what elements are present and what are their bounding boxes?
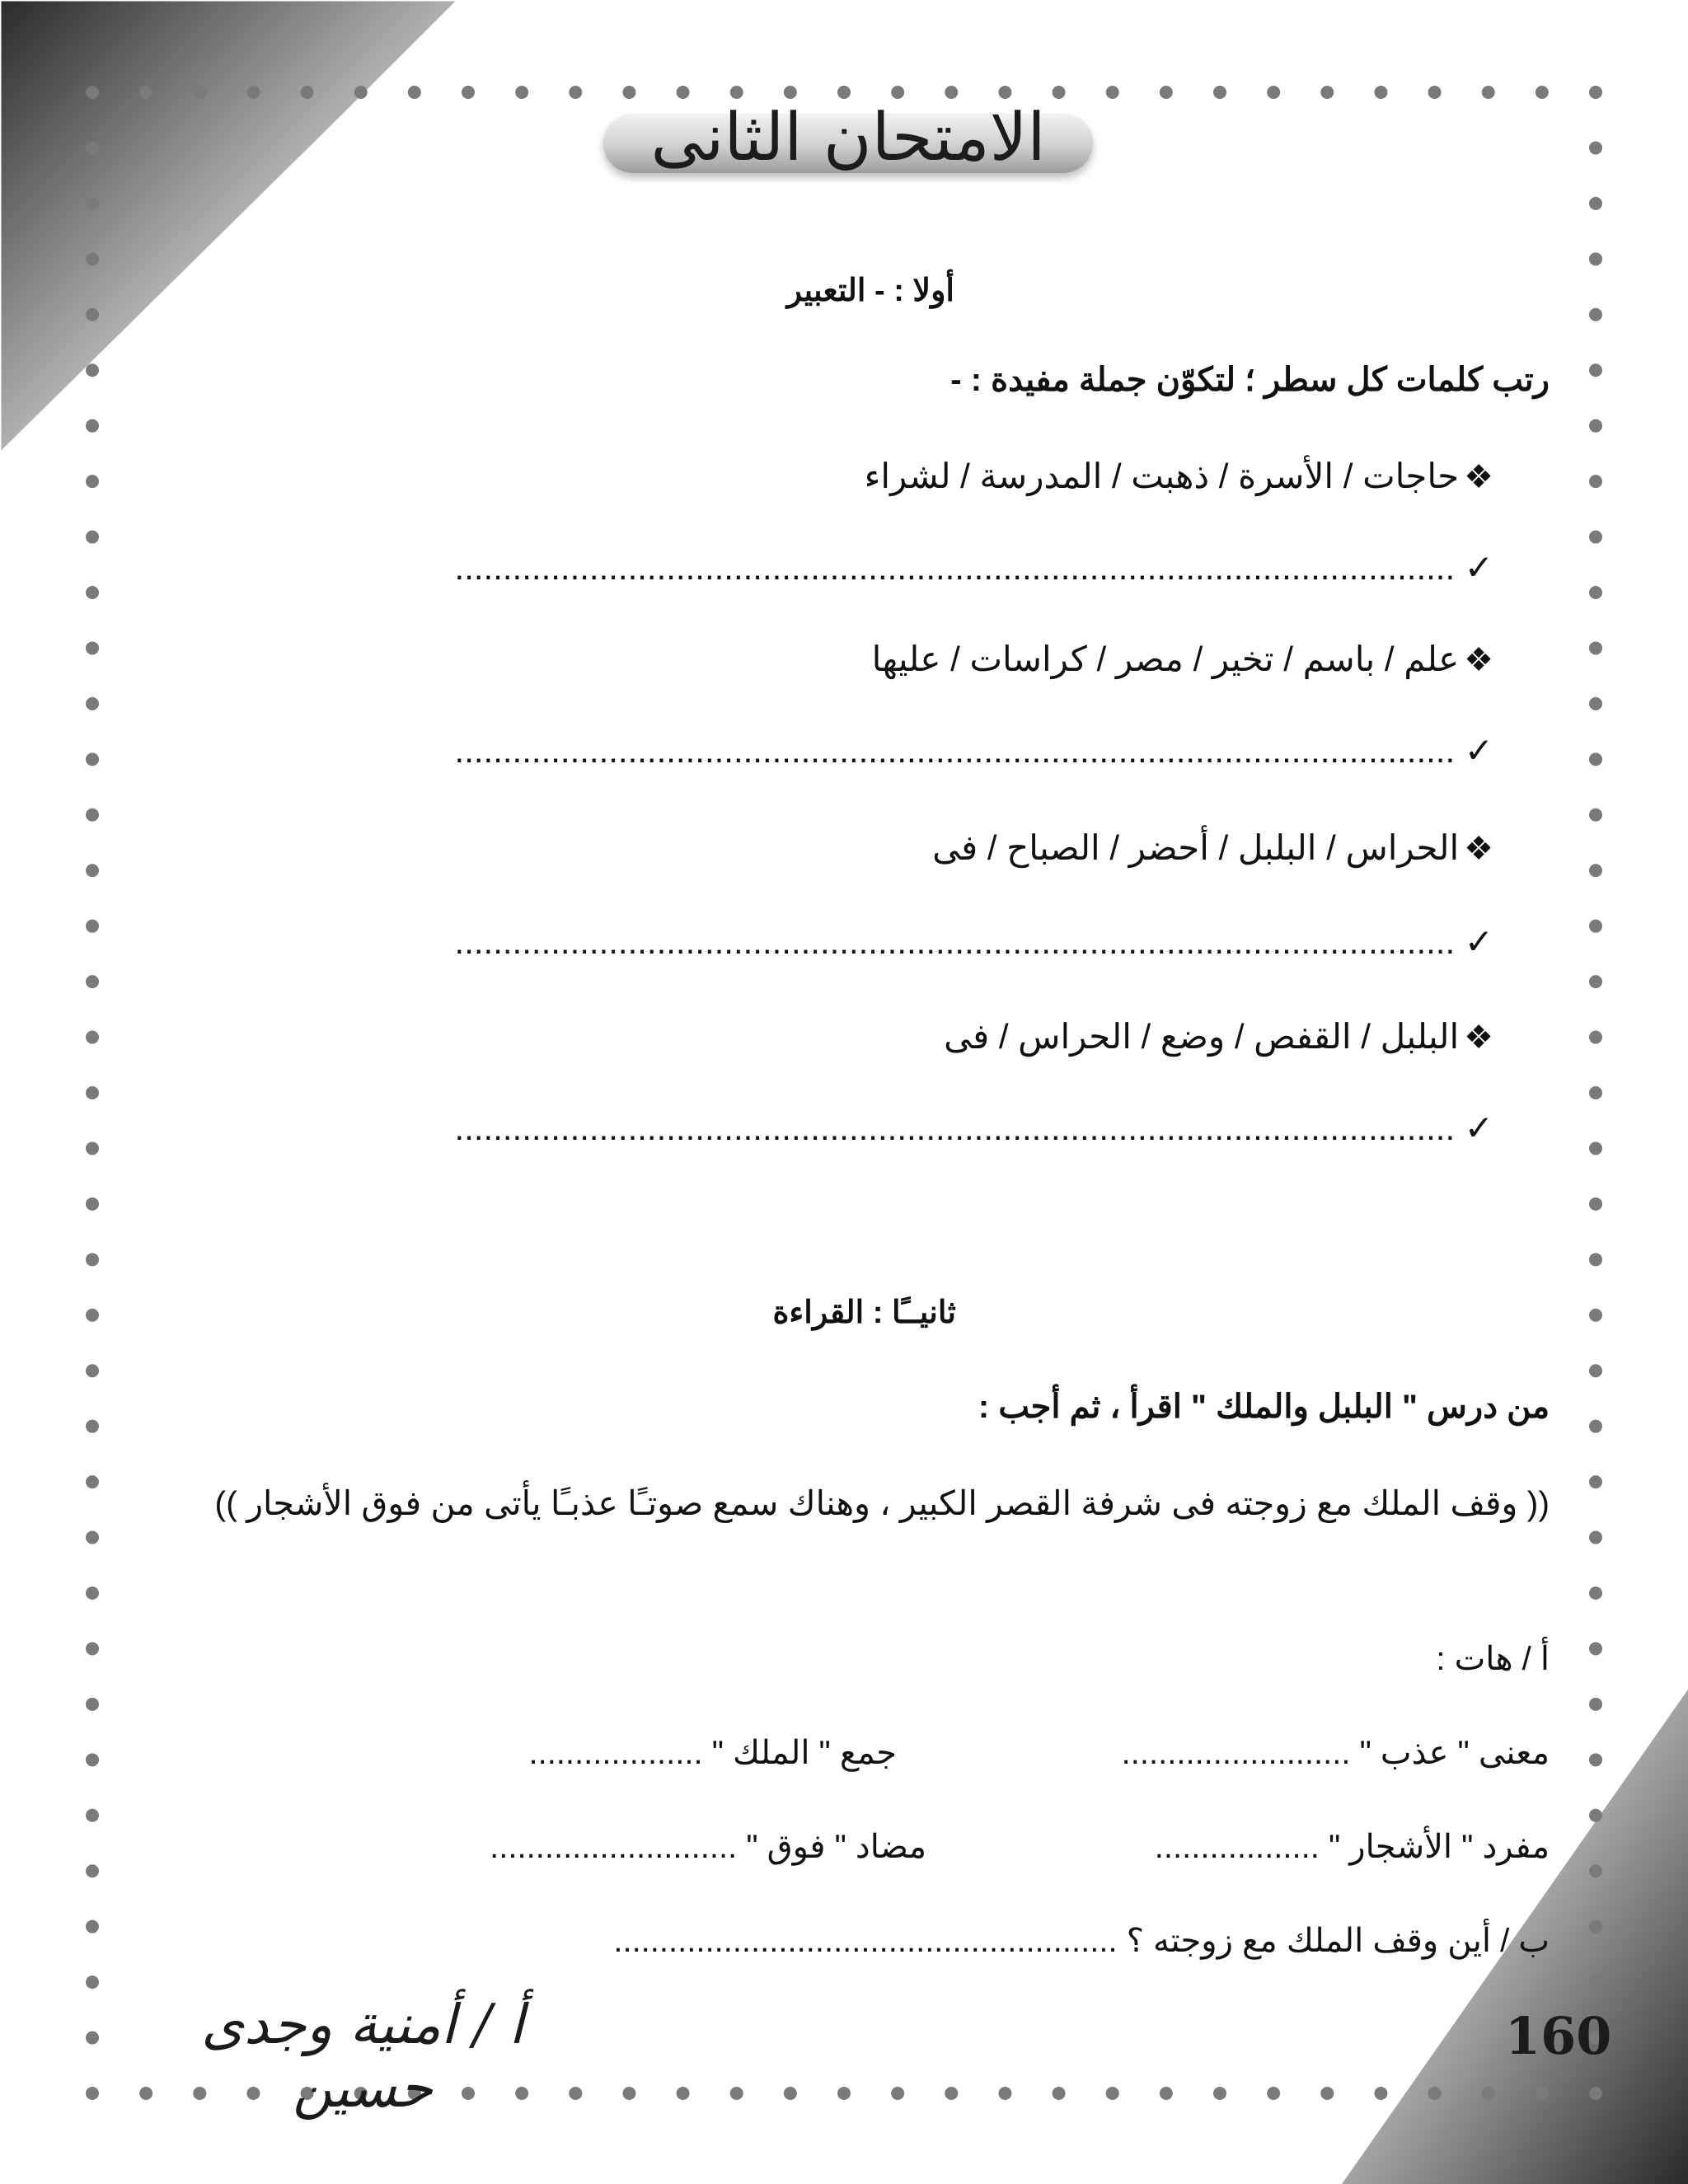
border-dot — [1589, 86, 1602, 99]
border-dot — [1106, 2087, 1119, 2100]
border-dot — [1589, 363, 1602, 377]
border-dot — [837, 2087, 851, 2100]
section-2-heading: ثانيــًا : القراءة — [772, 1296, 956, 1330]
border-dot — [569, 86, 582, 99]
border-dot — [86, 252, 99, 265]
border-dot — [1053, 2087, 1066, 2100]
part-b-question[interactable]: ب / أين وقف الملك مع زوجته ؟ ....................................................... — [613, 1923, 1550, 1959]
border-dot — [1320, 86, 1334, 99]
diamond-bullet-icon: ❖ — [1464, 831, 1493, 867]
border-dot — [86, 1141, 99, 1155]
scramble-item-1 — [865, 456, 1493, 496]
check-icon: ✓ — [1464, 548, 1493, 587]
border-dot — [86, 2032, 99, 2045]
scramble-item-text: البلبل / القفص / وضع / الحراس / فى — [944, 1017, 1460, 1056]
border-dot — [86, 586, 99, 599]
answer-dots: ........................................................................................................ — [454, 922, 1456, 961]
border-dot — [86, 363, 99, 377]
border-dot — [1374, 2087, 1387, 2100]
border-dot — [86, 1698, 99, 1711]
answer-dots: ........................................................................................................ — [454, 731, 1456, 770]
border-dot — [193, 86, 206, 99]
border-dot — [1589, 1586, 1602, 1600]
question-singular[interactable]: مفرد " الأشجار " .................. — [1154, 1829, 1550, 1865]
border-dot — [1428, 2087, 1442, 2100]
border-dot — [86, 641, 99, 654]
border-dot — [515, 86, 528, 99]
border-dot — [246, 86, 260, 99]
check-icon: ✓ — [1464, 1108, 1493, 1147]
border-dot — [1589, 1809, 1602, 1822]
border-dot — [86, 1031, 99, 1044]
border-dot — [1589, 975, 1602, 988]
border-dot — [1589, 1031, 1602, 1044]
border-dot — [1482, 86, 1495, 99]
border-dot — [86, 86, 99, 99]
border-dot — [86, 1309, 99, 1322]
border-dot — [86, 1753, 99, 1766]
question-meaning[interactable]: معنى " عذب " ......................... — [1121, 1735, 1550, 1771]
answer-dots: ........................................................................................................ — [454, 1108, 1456, 1147]
border-dot — [86, 1809, 99, 1822]
border-dot — [86, 531, 99, 544]
border-dot — [1589, 141, 1602, 154]
border-dot — [1374, 86, 1387, 99]
border-dot — [1589, 1309, 1602, 1322]
border-dot — [86, 1864, 99, 1877]
diamond-bullet-icon: ❖ — [1464, 1019, 1493, 1056]
border-dot — [86, 1197, 99, 1211]
question-opposite[interactable]: مضاد " فوق " ........................... — [490, 1829, 926, 1865]
border-dot — [1589, 1141, 1602, 1155]
border-dot — [1589, 864, 1602, 877]
page-title: الامتحان الثانى — [650, 99, 1046, 176]
border-dot — [139, 86, 152, 99]
border-dot — [1160, 86, 1173, 99]
scramble-item-text: علم / باسم / تخير / مصر / كراسات / عليها — [871, 640, 1460, 678]
border-dot — [1428, 86, 1442, 99]
scramble-item-4 — [944, 1016, 1493, 1057]
border-dot — [1589, 1364, 1602, 1377]
border-dot — [1213, 86, 1226, 99]
border-dot — [998, 2087, 1011, 2100]
border-dot — [1589, 252, 1602, 265]
border-dot — [86, 864, 99, 877]
border-dot — [1589, 1086, 1602, 1099]
border-dot — [730, 2087, 743, 2100]
border-dot — [1589, 752, 1602, 766]
border-dot — [1589, 2087, 1602, 2100]
border-dot — [86, 2087, 99, 2100]
part-a-label: أ / هات : — [1436, 1641, 1550, 1677]
border-dot — [1536, 2087, 1549, 2100]
answer-dots: ........................................................................................................ — [454, 548, 1456, 587]
border-dot — [1589, 1864, 1602, 1877]
border-dot — [86, 697, 99, 710]
diamond-bullet-icon: ❖ — [1464, 459, 1493, 495]
border-dot — [1589, 808, 1602, 822]
border-dot — [1589, 1253, 1602, 1266]
border-dot — [86, 419, 99, 433]
border-dot — [408, 86, 421, 99]
border-dot — [86, 308, 99, 321]
scramble-item-text: الحراس / البلبل / أحضر / الصباح / فى — [932, 828, 1460, 867]
diamond-bullet-icon: ❖ — [1464, 642, 1493, 678]
border-dot — [1589, 641, 1602, 654]
border-dot — [301, 86, 314, 99]
answer-line-3[interactable] — [455, 921, 1493, 962]
border-dot — [86, 1253, 99, 1266]
answer-line-1[interactable] — [455, 547, 1493, 588]
border-dot — [1589, 697, 1602, 710]
border-dot — [86, 1364, 99, 1377]
border-dot — [86, 1586, 99, 1600]
scramble-item-text: حاجات / الأسرة / ذهبت / المدرسة / لشراء — [864, 457, 1460, 495]
border-dot — [622, 2087, 635, 2100]
border-dot — [1589, 586, 1602, 599]
border-dot — [784, 2087, 797, 2100]
border-dot — [1589, 1475, 1602, 1488]
section-1-instruction: رتب كلمات كل سطر ؛ لتكوّن جملة مفيدة : - — [950, 362, 1550, 398]
border-dot — [1589, 419, 1602, 433]
border-dot — [1589, 1698, 1602, 1711]
check-icon: ✓ — [1464, 922, 1493, 961]
border-dot — [86, 1531, 99, 1544]
border-dot — [1589, 1975, 1602, 1989]
border-dot — [86, 1420, 99, 1433]
border-dot — [86, 1475, 99, 1488]
scramble-item-3 — [932, 827, 1493, 868]
border-dot — [86, 475, 99, 488]
border-dot — [354, 86, 368, 99]
check-icon: ✓ — [1464, 731, 1493, 770]
scramble-item-2 — [872, 639, 1493, 679]
border-dot — [86, 975, 99, 988]
border-dot — [86, 1975, 99, 1989]
border-dot — [677, 2087, 690, 2100]
border-dot — [1320, 2087, 1334, 2100]
section-2-instruction: من درس " البلبل والملك " اقرأ ، ثم أجب : — [978, 1389, 1550, 1425]
border-dot — [1589, 920, 1602, 933]
border-dot — [86, 752, 99, 766]
border-dot — [1589, 1197, 1602, 1211]
answer-line-2[interactable] — [455, 730, 1493, 771]
border-dot — [1160, 2087, 1173, 2100]
reading-passage: (( وقف الملك مع زوجته فى شرفة القصر الكبير ، وهناك سمع صوتـًا عذبـًا يأتى من فوق الأشجار )) — [214, 1484, 1550, 1522]
page-number: 160 — [1505, 2006, 1612, 2066]
border-dot — [1589, 1642, 1602, 1655]
author-signature: أ / أمنية وجدى حسين — [201, 1993, 524, 2120]
border-dot — [1589, 1420, 1602, 1433]
border-dot — [86, 1920, 99, 1933]
border-dot — [86, 808, 99, 822]
border-dot — [1213, 2087, 1226, 2100]
border-dot — [1482, 2087, 1495, 2100]
border-dot — [462, 86, 475, 99]
border-dot — [1589, 1920, 1602, 1933]
border-dot — [86, 141, 99, 154]
border-dot — [945, 2087, 958, 2100]
question-plural[interactable]: جمع " الملك " ................... — [528, 1735, 897, 1771]
border-dot — [86, 920, 99, 933]
border-dot — [1589, 1531, 1602, 1544]
border-dot — [86, 197, 99, 210]
section-1-heading: أولا : - التعبير — [786, 274, 954, 308]
border-dot — [1589, 308, 1602, 321]
border-dot — [1589, 1753, 1602, 1766]
border-dot — [1589, 475, 1602, 488]
border-dot — [86, 1642, 99, 1655]
border-dot — [1536, 86, 1549, 99]
border-dot — [1589, 531, 1602, 544]
border-dot — [86, 1086, 99, 1099]
border-dot — [1589, 197, 1602, 210]
border-dot — [1106, 86, 1119, 99]
border-dot — [1267, 86, 1280, 99]
border-dot — [891, 2087, 904, 2100]
border-dot — [1267, 2087, 1280, 2100]
answer-line-4[interactable] — [455, 1108, 1493, 1148]
